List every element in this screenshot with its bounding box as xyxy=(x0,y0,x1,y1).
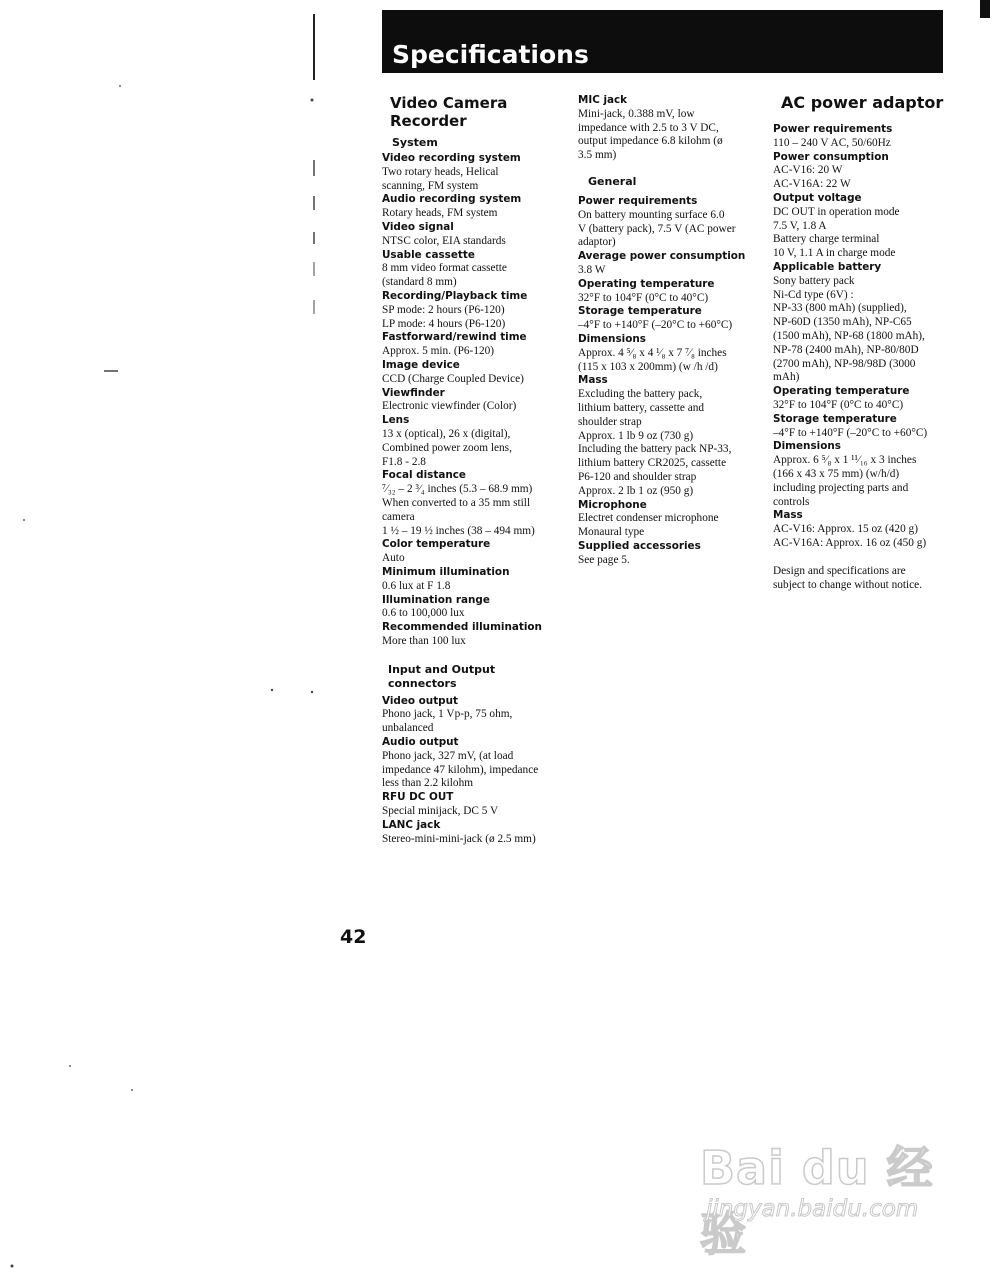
spec-value: (1500 mAh), NP-68 (1800 mAh), xyxy=(773,329,925,342)
spec-value: On battery mounting surface 6.0 xyxy=(578,208,725,221)
spec-label: Operating temperature xyxy=(578,277,715,290)
spec-value: camera xyxy=(382,510,415,523)
spec-label: Storage temperature xyxy=(773,412,897,425)
spec-value: Sony battery pack xyxy=(773,274,855,287)
spec-value: mAh) xyxy=(773,371,800,384)
spec-label: Power requirements xyxy=(578,194,698,207)
subheading-input-output xyxy=(388,663,560,691)
spec-value: impedance 47 kilohm), impedance xyxy=(382,763,539,776)
spec-label: Image device xyxy=(382,358,460,371)
spec-value: SP mode: 2 hours (P6-120) xyxy=(382,303,505,316)
spec-label: Fastforward/rewind time xyxy=(382,331,527,344)
spec-label: Illumination range xyxy=(382,593,490,606)
spec-value: 1 ½ – 19 ½ inches (38 – 494 mm) xyxy=(382,524,535,537)
spec-label: Storage temperature xyxy=(578,305,702,318)
spec-value: AC-V16: Approx. 15 oz (420 g) xyxy=(773,523,918,536)
subheading-general: General xyxy=(588,174,637,188)
spec-value: Phono jack, 327 mV, (at load xyxy=(382,749,514,762)
section-heading-video-camera-recorder xyxy=(390,94,560,130)
spec-value: 32°F to 104°F (0°C to 40°C) xyxy=(578,291,709,304)
spec-label: Average power consumption xyxy=(578,250,746,263)
spec-value: NP-60D (1350 mAh), NP-C65 xyxy=(773,316,912,329)
spec-value: NP-78 (2400 mAh), NP-80/80D xyxy=(773,343,919,356)
spec-label: Lens xyxy=(382,414,410,427)
spec-value: LP mode: 4 hours (P6-120) xyxy=(382,317,506,330)
spec-value: (standard 8 mm) xyxy=(382,276,457,289)
spec-value: ⁷⁄₃₂ – 2 ³⁄₄ inches (5.3 – 68.9 mm) xyxy=(382,483,533,496)
spec-value: Electronic viewfinder (Color) xyxy=(382,400,517,413)
spec-value: Approx. 2 lb 1 oz (950 g) xyxy=(578,484,694,497)
spec-value: 3.8 W xyxy=(578,263,606,276)
page-number: 42 xyxy=(340,926,367,948)
spec-value: including projecting parts and xyxy=(773,481,909,494)
section-heading-ac-power-adaptor: AC power adaptor xyxy=(781,93,944,112)
column-general xyxy=(578,94,756,568)
watermark-url: jingyan.baidu.com xyxy=(706,1196,919,1222)
spec-label: MIC jack xyxy=(578,94,628,106)
spec-value: P6-120 and shoulder strap xyxy=(578,470,697,483)
spec-value: AC-V16A: Approx. 16 oz (450 g) xyxy=(773,536,927,549)
spec-label: Power consumption xyxy=(773,150,889,163)
spec-value: When converted to a 35 mm still xyxy=(382,496,531,509)
heading-line: Recorder xyxy=(390,112,467,130)
spec-value: Rotary heads, FM system xyxy=(382,207,498,220)
spec-value: V (battery pack), 7.5 V (AC power xyxy=(578,222,736,235)
spec-value: 13 x (optical), 26 x (digital), xyxy=(382,427,511,440)
spec-value: unbalanced xyxy=(382,722,434,735)
spec-value: output impedance 6.8 kilohm (ø xyxy=(578,135,723,148)
spec-value: –4°F to +140°F (–20°C to +60°C) xyxy=(773,426,928,439)
spec-value: lithium battery CR2025, cassette xyxy=(578,457,727,470)
spec-value: Stereo-mini-mini-jack (ø 2.5 mm) xyxy=(382,832,536,845)
spec-label: Usable cassette xyxy=(382,248,475,261)
spec-value: AC-V16: 20 W xyxy=(773,164,843,177)
spec-value: 32°F to 104°F (0°C to 40°C) xyxy=(773,398,904,411)
watermark xyxy=(700,1132,940,1261)
note-line: subject to change without notice. xyxy=(773,578,923,591)
spec-value: F1.8 - 2.8 xyxy=(382,455,426,468)
page-edge-mark xyxy=(980,0,990,18)
spec-value: Mini-jack, 0.388 mV, low xyxy=(578,107,695,120)
disclaimer-note xyxy=(773,565,948,593)
spec-value: (115 x 103 x 200mm) (w /h /d) xyxy=(578,360,718,373)
spec-label: Video signal xyxy=(382,220,454,233)
spec-value: Excluding the battery pack, xyxy=(578,388,703,401)
spec-label: Viewfinder xyxy=(382,386,445,399)
spec-label: Dimensions xyxy=(578,332,646,345)
spec-label: Minimum illumination xyxy=(382,565,510,578)
spec-label: Power requirements xyxy=(773,123,893,135)
scan-artifacts xyxy=(0,0,330,1280)
spec-value: Electret condenser microphone xyxy=(578,512,719,525)
spec-value: Auto xyxy=(382,552,405,565)
spec-value: 0.6 to 100,000 lux xyxy=(382,607,465,620)
spec-list-ac-adaptor xyxy=(773,123,948,551)
spec-label: Focal distance xyxy=(382,469,466,482)
spec-label: Dimensions xyxy=(773,440,841,453)
spec-value: Monaural type xyxy=(578,526,645,539)
spec-label: Output voltage xyxy=(773,191,862,204)
spec-label: LANC jack xyxy=(382,818,441,831)
spec-value: Approx. 4 ⁵⁄₈ x 4 ¹⁄₈ x 7 ⁷⁄₈ inches xyxy=(578,346,727,359)
spec-list-general xyxy=(578,195,756,568)
spec-value: Battery charge terminal xyxy=(773,233,880,246)
spec-value: scanning, FM system xyxy=(382,179,479,192)
spec-value: 7.5 V, 1.8 A xyxy=(773,219,827,232)
spec-value: Phono jack, 1 Vp-p, 75 ohm, xyxy=(382,708,513,721)
spec-value: 0.6 lux at F 1.8 xyxy=(382,579,451,592)
spec-value: Including the battery pack NP-33, xyxy=(578,443,732,456)
spec-list-mic xyxy=(578,94,756,163)
spec-value: impedance with 2.5 to 3 V DC, xyxy=(578,121,719,134)
spec-list-io xyxy=(382,695,560,847)
spec-value: More than 100 lux xyxy=(382,634,466,647)
spec-value: adaptor) xyxy=(578,236,616,249)
spec-value: Ni-Cd type (6V) : xyxy=(773,288,854,301)
spec-label: Color temperature xyxy=(382,538,491,551)
spec-label: Supplied accessories xyxy=(578,539,701,552)
spec-value: Two rotary heads, Helical xyxy=(382,165,499,178)
heading-line: Input and Output xyxy=(388,662,496,676)
subheading-system: System xyxy=(392,136,438,149)
spec-value: NTSC color, EIA standards xyxy=(382,234,506,247)
spec-value: DC OUT in operation mode xyxy=(773,205,900,218)
spec-label: Audio output xyxy=(382,736,459,749)
spec-value: 10 V, 1.1 A in charge mode xyxy=(773,247,896,260)
spec-label: Mass xyxy=(578,374,608,387)
spec-value: 3.5 mm) xyxy=(578,149,617,162)
spec-value: lithium battery, cassette and xyxy=(578,401,705,414)
spec-label: Video recording system xyxy=(382,152,521,164)
spec-value: controls xyxy=(773,495,810,508)
heading-line: Video Camera xyxy=(390,94,508,112)
spec-value: AC-V16A: 22 W xyxy=(773,178,851,191)
spec-value: See page 5. xyxy=(578,553,630,566)
spec-label: Operating temperature xyxy=(773,385,910,398)
spec-label: Audio recording system xyxy=(382,193,522,206)
spec-value: NP-33 (800 mAh) (supplied), xyxy=(773,302,907,315)
spec-value: shoulder strap xyxy=(578,415,642,428)
column-video-camera-recorder xyxy=(382,94,560,846)
spec-list-system xyxy=(382,152,560,649)
spec-label: Recording/Playback time xyxy=(382,289,528,302)
watermark-logo-text: Bai du 经验 xyxy=(700,1141,934,1261)
spec-value: Approx. 6 ⁵⁄₈ x 1 ¹¹⁄₁₆ x 3 inches xyxy=(773,454,917,467)
spec-value: (166 x 43 x 75 mm) (w/h/d) xyxy=(773,467,900,480)
heading-line: connectors xyxy=(388,676,457,690)
spec-label: RFU DC OUT xyxy=(382,791,454,804)
page-title: Specifications xyxy=(392,40,589,69)
spec-value: Combined power zoom lens, xyxy=(382,441,512,454)
spec-value: Special minijack, DC 5 V xyxy=(382,805,499,818)
spec-label: Applicable battery xyxy=(773,260,882,273)
spec-value: 110 – 240 V AC, 50/60Hz xyxy=(773,136,891,149)
column-ac-power-adaptor xyxy=(773,94,948,592)
spec-value: –4°F to +140°F (–20°C to +60°C) xyxy=(578,319,733,332)
spec-value: Approx. 5 min. (P6-120) xyxy=(382,345,495,358)
spec-value: CCD (Charge Coupled Device) xyxy=(382,372,524,385)
spec-value: less than 2.2 kilohm xyxy=(382,777,473,790)
spec-label: Mass xyxy=(773,509,803,522)
spec-label: Recommended illumination xyxy=(382,621,542,634)
spec-label: Video output xyxy=(382,694,458,707)
note-line: Design and specifications are xyxy=(773,564,906,577)
spec-label: Microphone xyxy=(578,498,647,511)
spec-value: Approx. 1 lb 9 oz (730 g) xyxy=(578,429,694,442)
spec-value: 8 mm video format cassette xyxy=(382,262,507,275)
spec-value: (2700 mAh), NP-98/98D (3000 xyxy=(773,357,916,370)
